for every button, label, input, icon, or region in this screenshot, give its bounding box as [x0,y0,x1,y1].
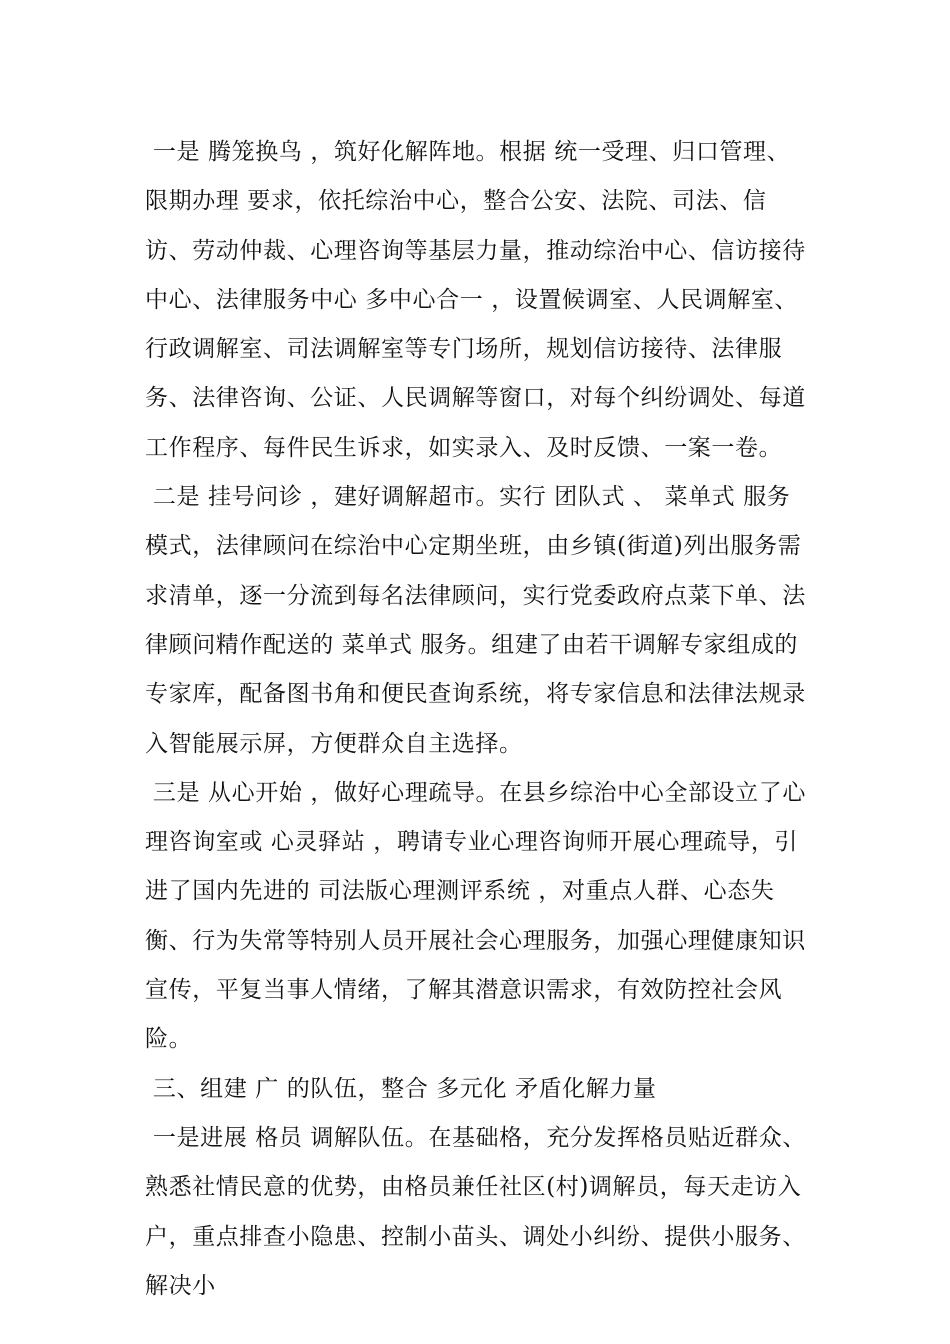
document-body [145,128,809,1311]
paragraph-4: 一是进展 格员 调解队伍。在基础格，充分发挥格员贴近群众、熟悉社情民意的优势，由格员兼任社区(村)调解员，每天走访入户，重点排查小隐患、控制小苗头、调处小纠纷、提供小服务、解决小 [145,1124,806,1299]
paragraph-2: 二是 挂号问诊 ，建好调解超市。实行 团队式 、 菜单式 服务模式，法律顾问在综治中心定期坐班，由乡镇(街道)列出服务需求清单，逐一分流到每名法律顾问，实行党委政府点菜下单、法律顾问精作配送的 菜单式 服务。组建了由若干调解专家组成的专家库，配备图书角和便民查询系统，将专家信息和法律法规录入智能展示屏，方便群众自主选择。 [145,484,806,757]
paragraph-3: 三是 从心开始 ，做好心理疏导。在县乡综治中心全部设立了心理咨询室或 心灵驿站 ，聘请专业心理咨询师开展心理疏导，引进了国内先进的 司法版心理测评系统 ，对重点人群、心态失衡、行为失常等特别人员开展社会心理服务，加强心理健康知识宣传，平复当事人情绪，了解其潜意识需求，有效防控社会风险。 [145,779,806,1053]
paragraph-1: 一是 腾笼换鸟 ，筑好化解阵地。根据 统一受理、归口管理、限期办理 要求，依托综治中心，整合公安、法院、司法、信访、劳动仲裁、心理咨询等基层力量，推动综治中心、信访接待中心、法律服务中心 多中心合一 ，设置候调室、人民调解室、行政调解室、司法调解室等专门场所，规划信访接待、法律服务、法律咨询、公证、人民调解等窗口，对每个纠纷调处、每道工作程序、每件民生诉求，如实录入、及时反馈、一案一卷。 [145,139,806,461]
section-heading: 三、组建 广 的队伍，整合 多元化 矛盾化解力量 [145,1075,657,1102]
